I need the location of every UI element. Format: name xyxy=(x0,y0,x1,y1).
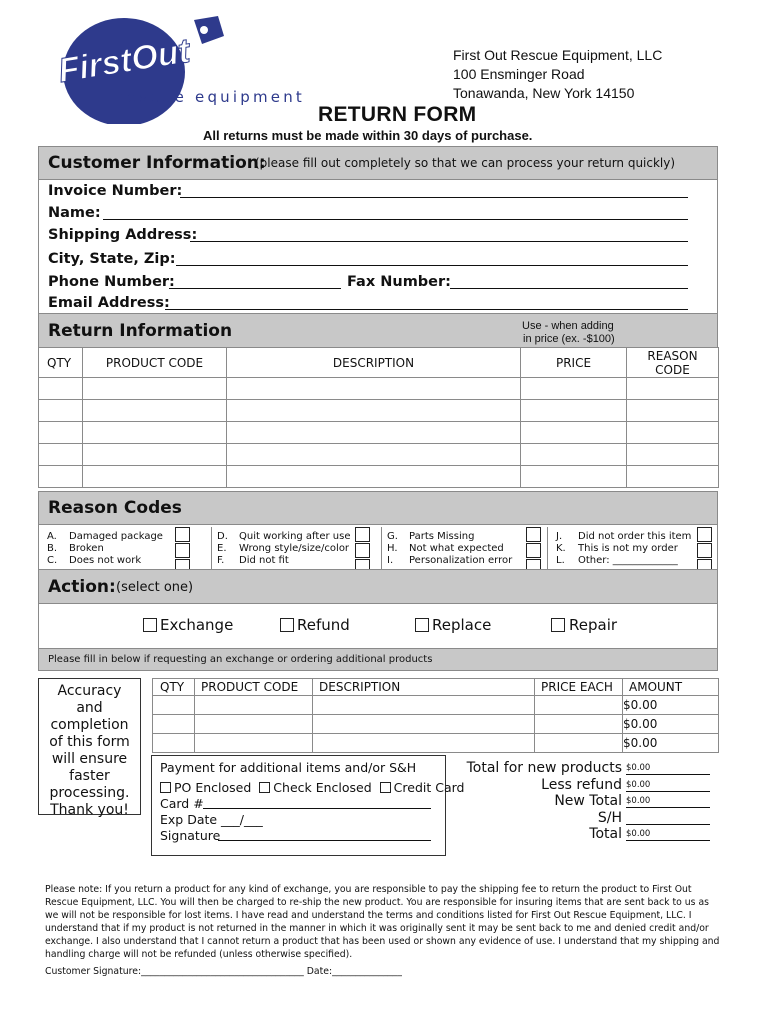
amount-cell: $0.00 xyxy=(623,715,719,734)
total-value xyxy=(626,813,710,825)
name-field[interactable] xyxy=(103,219,688,220)
table-cell[interactable] xyxy=(627,400,719,422)
replace-checkbox[interactable] xyxy=(415,618,429,632)
reason-text: Personalization error xyxy=(409,555,513,566)
reason-letter: J. xyxy=(556,531,563,542)
table-cell[interactable] xyxy=(227,422,521,444)
table-cell[interactable] xyxy=(627,422,719,444)
city-field[interactable] xyxy=(176,265,688,266)
credit-label: Credit Card xyxy=(393,780,465,795)
reason-checkbox[interactable] xyxy=(175,543,190,558)
logo-word: FirstOut xyxy=(55,31,193,91)
reason-text: Does not work xyxy=(69,555,142,566)
company-street: 100 Ensminger Road xyxy=(453,66,585,82)
table-cell[interactable] xyxy=(521,422,627,444)
table-row xyxy=(39,466,719,488)
reason-checkbox[interactable] xyxy=(526,543,541,558)
reason-text: Did not order this item xyxy=(578,531,692,542)
table-cell[interactable] xyxy=(195,715,313,734)
divider xyxy=(381,527,382,569)
fax-field[interactable] xyxy=(450,288,688,289)
company-logo xyxy=(55,14,306,124)
return-info-heading: Return Information xyxy=(48,321,233,341)
reason-checkbox[interactable] xyxy=(526,527,541,542)
table-cell[interactable] xyxy=(83,466,227,488)
invoice-field[interactable] xyxy=(180,197,688,198)
reason-checkbox[interactable] xyxy=(697,543,712,558)
date-label[interactable]: Date:_______________ xyxy=(306,966,402,977)
table-cell[interactable] xyxy=(39,378,83,400)
customer-signature-label[interactable]: Customer Signature:___________________________________ xyxy=(45,966,304,977)
table-cell[interactable] xyxy=(535,715,623,734)
col-qty: QTY xyxy=(39,348,83,378)
total-label: Less refund xyxy=(541,777,622,793)
amount-cell: $0.00 xyxy=(623,696,719,715)
table-cell[interactable] xyxy=(39,400,83,422)
table-cell[interactable] xyxy=(227,378,521,400)
amount-cell: $0.00 xyxy=(623,734,719,753)
table-row xyxy=(153,696,719,715)
email-field[interactable] xyxy=(165,309,688,310)
action-panel xyxy=(38,603,718,649)
card-label: Card # xyxy=(160,796,204,811)
reason-text: Broken xyxy=(69,543,104,554)
reason-text: Parts Missing xyxy=(409,531,475,542)
table-cell[interactable] xyxy=(627,444,719,466)
reason-text: Quit working after use xyxy=(239,531,351,542)
reason-letter: E. xyxy=(217,543,227,554)
total-label: New Total xyxy=(554,793,622,809)
table-cell[interactable] xyxy=(521,444,627,466)
table-cell[interactable] xyxy=(313,734,535,753)
company-address-block xyxy=(453,46,662,103)
col-product-code: PRODUCT CODE xyxy=(83,348,227,378)
col-price: PRICE xyxy=(521,348,627,378)
repair-checkbox[interactable] xyxy=(551,618,565,632)
accuracy-note: Accuracy and completion of this form will ensure faster processing. Thank you! xyxy=(49,683,130,818)
form-title: RETURN FORM xyxy=(318,103,477,126)
name-label: Name: xyxy=(48,205,101,221)
customer-info-panel xyxy=(38,179,718,314)
sig-label: Signature xyxy=(160,828,221,843)
table-cell[interactable] xyxy=(195,696,313,715)
exp-label: Exp Date ___/___ xyxy=(160,812,263,827)
total-label: S/H xyxy=(597,810,622,826)
table-row xyxy=(153,734,719,753)
check-checkbox[interactable] xyxy=(259,782,270,793)
invoice-label: Invoice Number: xyxy=(48,183,183,199)
reason-text: Damaged package xyxy=(69,531,163,542)
table-row xyxy=(153,715,719,734)
table-cell[interactable] xyxy=(535,734,623,753)
email-label: Email Address: xyxy=(48,295,170,311)
reason-letter: H. xyxy=(387,543,398,554)
table-cell[interactable] xyxy=(313,715,535,734)
reason-checkbox[interactable] xyxy=(175,527,190,542)
customer-info-bar xyxy=(38,146,718,180)
repair-label: Repair xyxy=(569,616,618,634)
total-label: Total xyxy=(589,826,622,842)
po-label: PO Enclosed xyxy=(174,780,252,795)
exchange-checkbox[interactable] xyxy=(143,618,157,632)
order-col-qty: QTY xyxy=(153,679,195,696)
form-subtitle: All returns must be made within 30 days of purchase. xyxy=(203,128,533,143)
reason-letter: F. xyxy=(217,555,225,566)
table-cell[interactable] xyxy=(83,400,227,422)
total-value: $0.00 xyxy=(626,829,710,841)
reason-letter: A. xyxy=(47,531,57,542)
table-cell[interactable] xyxy=(153,734,195,753)
customer-info-heading: Customer Information: xyxy=(48,153,266,173)
total-value: $0.00 xyxy=(626,796,710,808)
table-cell[interactable] xyxy=(535,696,623,715)
phone-field[interactable] xyxy=(169,288,341,289)
divider xyxy=(211,527,212,569)
col-reason-code xyxy=(627,348,719,378)
company-city: Tonawanda, New York 14150 xyxy=(453,85,635,101)
logo-tagline: rescue equipment xyxy=(118,88,306,106)
return-info-note-1: Use - when adding xyxy=(522,320,614,332)
payment-title: Payment for additional items and/or S&H xyxy=(160,760,417,775)
table-cell[interactable] xyxy=(83,422,227,444)
table-cell[interactable] xyxy=(627,466,719,488)
order-items-table xyxy=(152,678,719,753)
action-note: (select one) xyxy=(116,580,194,595)
table-cell[interactable] xyxy=(39,466,83,488)
reason-text: Not what expected xyxy=(409,543,504,554)
total-value: $0.00 xyxy=(626,780,710,792)
fax-label: Fax Number: xyxy=(347,274,451,290)
payment-signature-field[interactable] xyxy=(218,840,431,841)
refund-label: Refund xyxy=(297,616,350,634)
terms-note: Please note: If you return a product for any kind of exchange, you are responsible to pay the shipping fee to return the product to First Out Rescue Equipment, LLC. You will then be charged to re-ship the new product. You are responsible for insuring items that are sent back to us as we will not be responsible for lost items. I have read and understand the terms and conditions listed for First Out Rescue Equipment, LLC. I understand that if my product is not returned in the manner in which it was originally sent it may be sent back to me and denied credit and/or exchange. I also understand that I cannot return a product that has been used or shown any evidence of use. I understand that my shipping and handling charge will not be refunded (unless otherwise specified). xyxy=(45,884,720,960)
table-cell[interactable] xyxy=(227,466,521,488)
table-row xyxy=(39,444,719,466)
table-cell[interactable] xyxy=(521,378,627,400)
shipping-field[interactable] xyxy=(190,241,688,242)
table-cell[interactable] xyxy=(521,400,627,422)
reason-text: Wrong style/size/color xyxy=(239,543,350,554)
order-col-price-each: PRICE EACH xyxy=(535,679,623,696)
reason-letter: B. xyxy=(47,543,58,554)
divider xyxy=(547,527,548,569)
reason-codes-bar xyxy=(38,491,718,525)
table-cell[interactable] xyxy=(153,696,195,715)
fill-note-bar xyxy=(38,648,718,671)
customer-signature-line xyxy=(45,965,402,978)
card-field[interactable] xyxy=(203,808,431,809)
order-col-product-code: PRODUCT CODE xyxy=(195,679,313,696)
order-col-amount: AMOUNT xyxy=(623,679,719,696)
table-cell[interactable] xyxy=(195,734,313,753)
reason-letter: D. xyxy=(217,531,228,542)
payment-methods xyxy=(160,780,464,796)
customer-info-note: (please fill out completely so that we can process your return quickly) xyxy=(255,156,676,170)
table-row xyxy=(39,378,719,400)
table-cell[interactable] xyxy=(627,378,719,400)
reason-letter: L. xyxy=(556,555,565,566)
phone-label: Phone Number: xyxy=(48,274,175,290)
reason-letter: G. xyxy=(387,531,398,542)
refund-checkbox[interactable] xyxy=(280,618,294,632)
reason-col-line-2: CODE xyxy=(655,362,690,377)
check-label: Check Enclosed xyxy=(273,780,372,795)
order-col-description: DESCRIPTION xyxy=(313,679,535,696)
po-checkbox[interactable] xyxy=(160,782,171,793)
reason-checkbox[interactable] xyxy=(697,527,712,542)
total-label: Total for new products xyxy=(466,760,622,776)
table-cell[interactable] xyxy=(39,444,83,466)
table-cell[interactable] xyxy=(227,444,521,466)
table-row xyxy=(39,422,719,444)
city-label: City, State, Zip: xyxy=(48,251,176,267)
col-description: DESCRIPTION xyxy=(227,348,521,378)
reason-codes-heading: Reason Codes xyxy=(48,498,182,518)
exchange-label: Exchange xyxy=(160,616,234,634)
fill-note: Please fill in below if requesting an exchange or ordering additional products xyxy=(48,654,433,665)
return-info-note-2: in price (ex. -$100) xyxy=(523,333,615,345)
replace-label: Replace xyxy=(432,616,492,634)
reason-letter: I. xyxy=(387,555,394,566)
total-value: $0.00 xyxy=(626,763,710,775)
table-cell[interactable] xyxy=(313,696,535,715)
accuracy-note-box xyxy=(38,678,141,818)
action-heading: Action: xyxy=(48,577,116,597)
reason-letter: C. xyxy=(47,555,58,566)
table-cell[interactable] xyxy=(83,378,227,400)
reason-checkbox[interactable] xyxy=(355,543,370,558)
company-name: First Out Rescue Equipment, LLC xyxy=(453,47,663,63)
reason-text: This is not my order xyxy=(578,543,678,554)
reason-text: Other: _____________ xyxy=(578,555,678,566)
table-cell[interactable] xyxy=(521,466,627,488)
table-cell[interactable] xyxy=(39,422,83,444)
table-row xyxy=(39,400,719,422)
reason-checkbox[interactable] xyxy=(355,527,370,542)
reason-col-line-1: REASON xyxy=(647,348,698,363)
action-bar xyxy=(38,569,718,604)
table-cell[interactable] xyxy=(227,400,521,422)
table-cell[interactable] xyxy=(83,444,227,466)
shipping-label: Shipping Address: xyxy=(48,227,198,243)
credit-checkbox[interactable] xyxy=(380,782,391,793)
table-cell[interactable] xyxy=(153,715,195,734)
reason-letter: K. xyxy=(556,543,566,554)
return-items-table xyxy=(38,347,719,488)
reason-text: Did not fit xyxy=(239,555,289,566)
return-info-bar xyxy=(38,313,718,348)
